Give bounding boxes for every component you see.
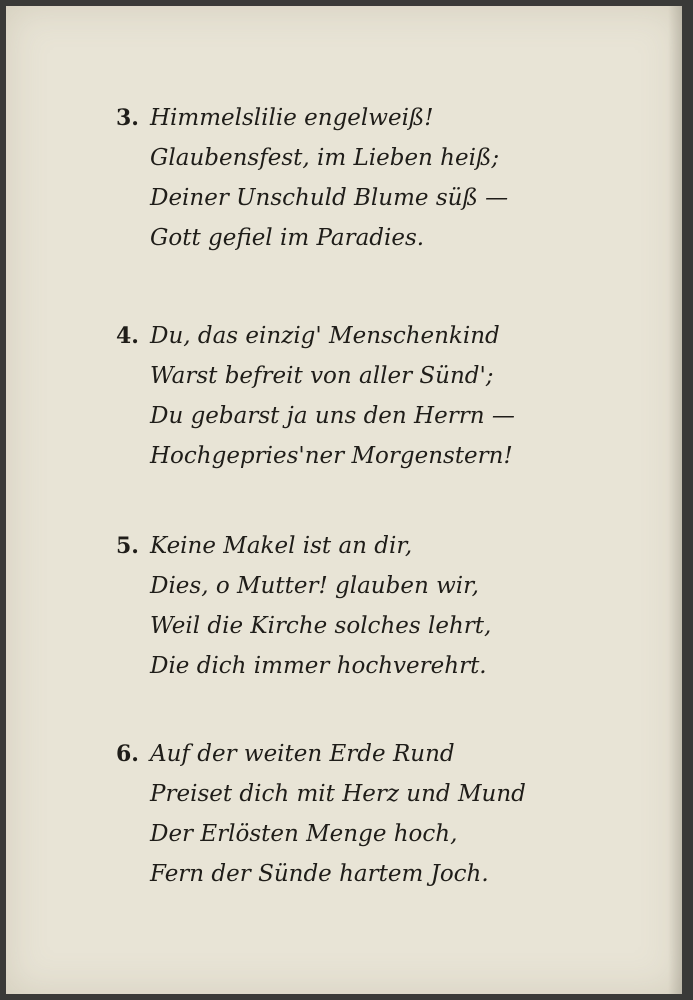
verse-line [116, 566, 596, 606]
verse-text: Dies, o Mutter! glauben wir, [150, 573, 479, 599]
verse-text: Der Erlösten Menge hoch, [150, 821, 458, 847]
verse-text: Himmelslilie engelweiß! [150, 105, 434, 131]
verse-line [116, 436, 596, 476]
stanza-number: 5. [116, 533, 139, 559]
verse-line [116, 98, 596, 138]
verse-text: Glaubensfest, im Lieben heiß; [150, 145, 500, 171]
book-page [6, 6, 682, 994]
verse-line [116, 396, 596, 436]
stanza-number: 3. [116, 105, 139, 131]
verse-line [116, 774, 596, 814]
stanza-5 [116, 526, 596, 686]
stanza-3 [116, 98, 596, 258]
verse-line [116, 646, 596, 686]
verse-text: Hochgepries'ner Morgenstern! [150, 443, 513, 469]
verse-line [116, 218, 596, 258]
verse-text: Gott gefiel im Paradies. [150, 225, 425, 251]
verse-text: Weil die Kirche solches lehrt, [150, 613, 492, 639]
verse-line [116, 854, 596, 894]
verse-text: Die dich immer hochverehrt. [150, 653, 487, 679]
verse-text: Warst befreit von aller Sünd'; [150, 363, 494, 389]
stanza-4 [116, 316, 596, 476]
verse-text: Preiset dich mit Herz und Mund [150, 781, 526, 807]
verse-text: Keine Makel ist an dir, [150, 533, 413, 559]
verse-line [116, 356, 596, 396]
stanza-6 [116, 734, 596, 894]
stanza-number: 6. [116, 741, 139, 767]
verse-text: Auf der weiten Erde Rund [150, 741, 455, 767]
verse-line [116, 316, 596, 356]
verse-line [116, 526, 596, 566]
stanza-number: 4. [116, 323, 139, 349]
verse-line [116, 814, 596, 854]
verse-line [116, 178, 596, 218]
verse-line [116, 734, 596, 774]
verse-text: Deiner Unschuld Blume süß — [150, 185, 509, 211]
verse-line [116, 606, 596, 646]
verse-text: Du, das einzig' Menschenkind [150, 323, 500, 349]
verse-line [116, 138, 596, 178]
verse-text: Du gebarst ja uns den Herrn — [150, 403, 515, 429]
verse-text: Fern der Sünde hartem Joch. [150, 861, 489, 887]
